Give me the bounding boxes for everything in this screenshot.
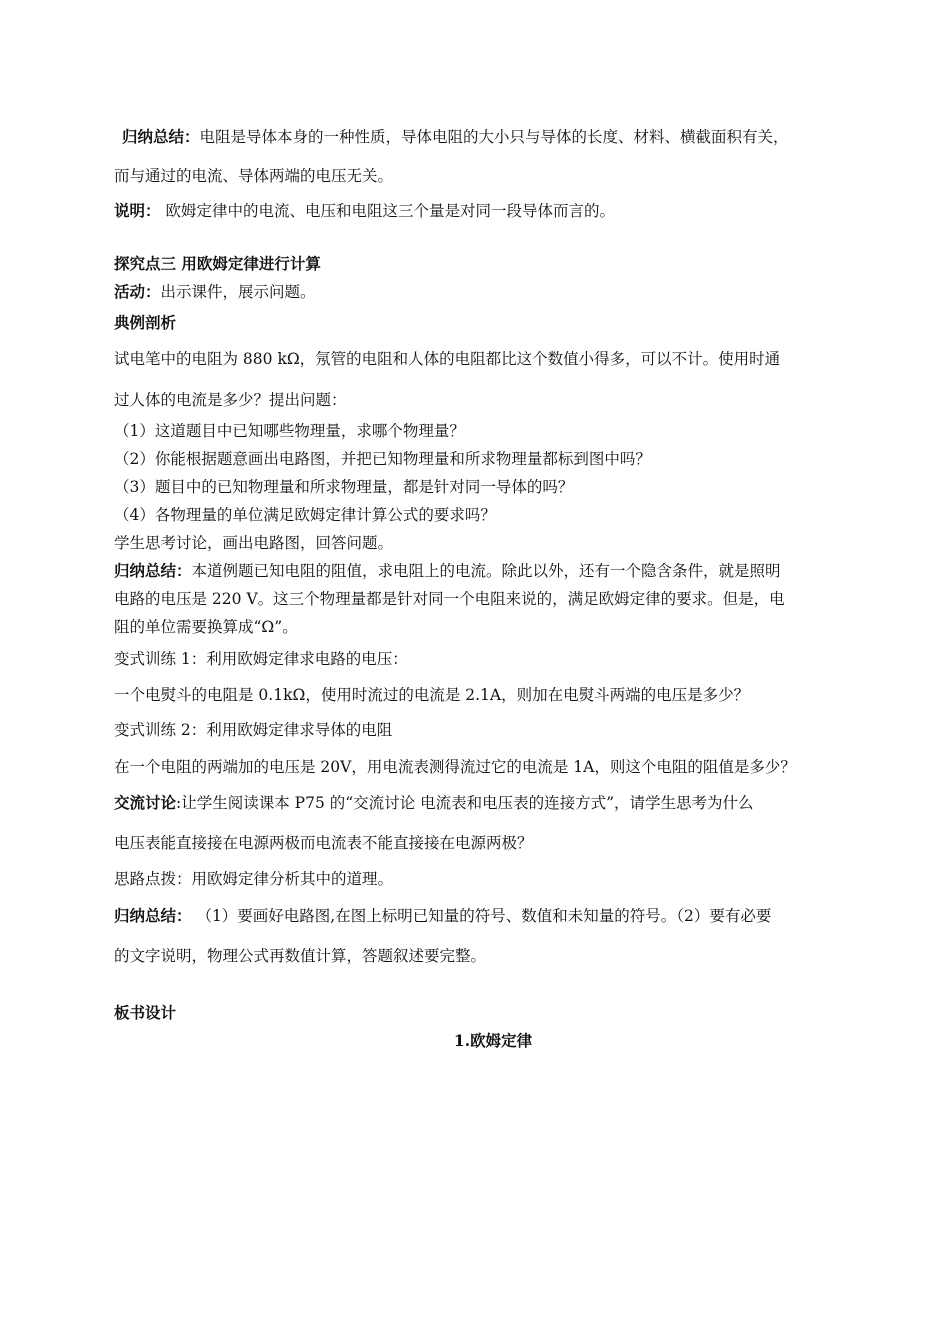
question-2: （2）你能根据题意画出电路图，并把已知物理量和所求物理量都标到图中吗？: [114, 450, 651, 468]
summary-line-1: [122, 127, 789, 147]
activity-label: 活动：: [114, 282, 161, 301]
question-4: （4）各物理量的单位满足欧姆定律计算公式的要求吗？: [114, 506, 496, 524]
discussion-line-2: 电压表能直接接在电源两极而电流表不能直接接在电源两极？: [114, 834, 533, 852]
note-line: [114, 201, 615, 221]
discussion-label: 交流讨论: [114, 793, 177, 812]
summary3-text: （1）要画好电路图,在图上标明已知量的符号、数值和未知量的符号。（2）要有必要: [191, 907, 772, 925]
summary-line-2: 而与通过的电流、导体两端的电压无关。: [114, 167, 394, 185]
example-line-2: 过人体的电流是多少？提出问题：: [114, 391, 347, 409]
board-heading: 板书设计: [114, 1003, 177, 1022]
students-line: 学生思考讨论，画出电路图，回答问题。: [114, 534, 394, 552]
example-heading: 典例剖析: [114, 313, 177, 332]
discussion-line-1: [114, 793, 754, 813]
summary3-line-1: [114, 906, 771, 926]
summary2-line-1: [114, 561, 781, 581]
board-title: [0, 1031, 950, 1051]
variant2-text: 在一个电阻的两端加的电压是 20V，用电流表测得流过它的电流是 1A，则这个电阻的阻值是多少？: [114, 758, 796, 776]
summary2-text: 本道例题已知电阻的阻值，求电阻上的电流。除此以外，还有一个隐含条件，就是照明: [191, 562, 781, 580]
discussion-text: :让学生阅读课本 P75 的“交流讨论 电流表和电压表的连接方式”，请学生思考为什么: [176, 794, 754, 812]
variant1-text: 一个电熨斗的电阻是 0.1kΩ，使用时流过的电流是 2.1A，则加在电熨斗两端的电压是多少？: [114, 686, 750, 704]
summary2-label: 归纳总结：: [114, 561, 192, 580]
variant2-title: 变式训练 2：利用欧姆定律求导体的电阻: [114, 721, 393, 739]
example-line-1: 试电笔中的电阻为 880 kΩ，氖管的电阻和人体的电阻都比这个数值小得多，可以不计。使用时通: [114, 350, 781, 368]
summary2-line-2: 电路的电压是 220 V。这三个物理量都是针对同一个电阻来说的，满足欧姆定律的要求。但是，电: [114, 590, 785, 608]
note-text: 欧姆定律中的电流、电压和电阻这三个量是对同一段导体而言的。: [160, 202, 615, 220]
summary-text: 电阻是导体本身的一种性质，导体电阻的大小只与导体的长度、材料、横截面积有关，: [199, 128, 789, 146]
board-title-text: 1.欧姆定律: [453, 1031, 533, 1050]
note-label: 说明：: [114, 201, 161, 220]
summary-label: 归纳总结：: [122, 127, 200, 146]
summary2-line-3: 阻的单位需要换算成“Ω”。: [114, 618, 298, 636]
question-3: （3）题目中的已知物理量和所求物理量，都是针对同一导体的吗？: [114, 478, 574, 496]
question-1: （1）这道题目中已知哪些物理量，求哪个物理量？: [114, 422, 465, 440]
section-title: 探究点三 用欧姆定律进行计算: [114, 254, 321, 273]
variant1-title: 变式训练 1：利用欧姆定律求电路的电压：: [114, 650, 408, 668]
activity-text: 出示课件，展示问题。: [160, 283, 316, 301]
activity-line: [114, 282, 316, 302]
hint-line: 思路点拨：用欧姆定律分析其中的道理。: [114, 870, 394, 888]
summary3-line-2: 的文字说明，物理公式再数值计算，答题叙述要完整。: [114, 947, 487, 965]
summary3-label: 归纳总结：: [114, 906, 192, 925]
